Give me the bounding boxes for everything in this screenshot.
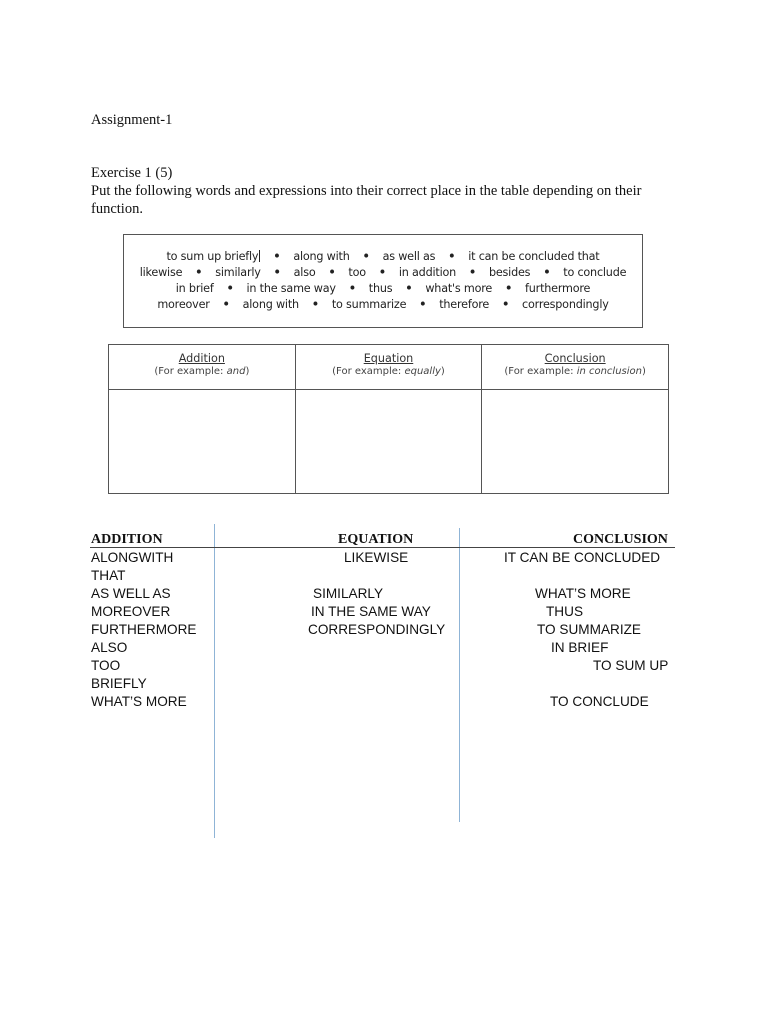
answer-addition-item: THAT xyxy=(91,568,126,583)
word-item: thus xyxy=(368,282,393,295)
word-item: in addition xyxy=(398,266,457,279)
answer-conclusion-item: IN BRIEF xyxy=(551,640,609,655)
word-item: also xyxy=(293,266,316,279)
answer-header-equation: EQUATION xyxy=(338,532,414,547)
bullet: • xyxy=(405,282,413,295)
bullet: • xyxy=(378,266,386,279)
bullet: • xyxy=(419,298,427,311)
answer-addition-item: AS WELL AS xyxy=(91,586,171,601)
word-item: as well as xyxy=(382,250,436,263)
word-item: what's more xyxy=(425,282,493,295)
word-item: furthermore xyxy=(525,282,591,295)
bullet: • xyxy=(328,266,336,279)
answer-equation-item: SIMILARLY xyxy=(313,586,384,601)
bullet: • xyxy=(543,266,551,279)
word-item: in brief xyxy=(175,282,214,295)
answer-addition-item: BRIEFLY xyxy=(91,676,147,691)
exercise-title: Exercise 1 (5) xyxy=(91,165,173,181)
word-item: moreover xyxy=(157,298,210,311)
table-cell-conclusion[interactable] xyxy=(482,390,669,494)
answer-conclusion-item: TO SUM UP xyxy=(593,658,669,673)
table-header-conclusion xyxy=(482,345,669,390)
exercise-table xyxy=(108,344,669,494)
answer-conclusion-item: WHAT’S MORE xyxy=(535,586,631,601)
word-bank-line-2 xyxy=(124,266,642,279)
answer-conclusion-item: TO CONCLUDE xyxy=(550,694,649,709)
answer-addition-item: MOREOVER xyxy=(91,604,171,619)
column-name: Conclusion xyxy=(544,352,606,365)
column-name: Addition xyxy=(178,352,225,365)
bullet: • xyxy=(195,266,203,279)
word-bank-line-3 xyxy=(124,282,682,295)
exercise-instruction-line1: Put the following words and expressions into their correct place in the table depending on their xyxy=(91,183,642,199)
answer-header-addition: ADDITION xyxy=(91,532,163,547)
word-item: along with xyxy=(242,298,299,311)
bullet: • xyxy=(311,298,319,311)
word-bank-box xyxy=(123,234,643,328)
column-example: (For example: and) xyxy=(154,366,250,377)
answer-addition-item: ALSO xyxy=(91,640,128,655)
word-item: likewise xyxy=(139,266,183,279)
answer-equation-item: LIKEWISE xyxy=(344,550,409,565)
word-item: correspondingly xyxy=(522,298,609,311)
answer-conclusion-item: IT CAN BE CONCLUDED xyxy=(504,550,661,565)
bullet: • xyxy=(222,298,230,311)
column-example: (For example: equally) xyxy=(332,366,445,377)
answer-conclusion-item: THUS xyxy=(546,604,584,619)
column-divider-right xyxy=(459,528,460,822)
word-bank-line-4 xyxy=(124,298,672,311)
answer-conclusion-item: TO SUMMARIZE xyxy=(537,622,641,637)
word-item: along with xyxy=(293,250,350,263)
bullet: • xyxy=(273,250,281,263)
word-item: in the same way xyxy=(246,282,336,295)
column-name: Equation xyxy=(363,352,414,365)
answer-equation-item: IN THE SAME WAY xyxy=(311,604,431,619)
word-item: therefore xyxy=(439,298,490,311)
column-example: (For example: in conclusion) xyxy=(504,366,646,377)
word-item: to conclude xyxy=(563,266,627,279)
word-item: similarly xyxy=(215,266,261,279)
header-underline xyxy=(90,547,675,548)
answer-addition-item: FURTHERMORE xyxy=(91,622,197,637)
exercise-instruction-line2: function. xyxy=(91,201,143,217)
word-item: it can be concluded that xyxy=(468,250,600,263)
text-cursor xyxy=(259,250,260,262)
word-bank-line-1 xyxy=(124,250,682,263)
answer-equation-item: CORRESPONDINGLY xyxy=(308,622,446,637)
bullet: • xyxy=(469,266,476,279)
word-item: too xyxy=(348,266,366,279)
table-cell-addition[interactable] xyxy=(109,390,296,494)
word-item: to sum up briefly xyxy=(166,250,259,263)
answer-addition-item: TOO xyxy=(91,658,121,673)
bullet: • xyxy=(502,298,510,311)
answer-addition-item: WHAT’S MORE xyxy=(91,694,187,709)
bullet: • xyxy=(226,282,234,295)
assignment-title: Assignment-1 xyxy=(91,112,173,128)
word-item: to summarize xyxy=(331,298,407,311)
table-header-equation xyxy=(295,345,482,390)
bullet: • xyxy=(362,250,370,263)
column-divider-left xyxy=(214,524,215,838)
answer-addition-item: ALONGWITH xyxy=(91,550,174,565)
bullet: • xyxy=(273,266,281,279)
answer-header-conclusion: CONCLUSION xyxy=(573,532,668,547)
bullet: • xyxy=(348,282,356,295)
word-item: besides xyxy=(488,266,531,279)
bullet: • xyxy=(448,250,456,263)
table-cell-equation[interactable] xyxy=(295,390,482,494)
bullet: • xyxy=(505,282,513,295)
table-header-addition xyxy=(109,345,296,390)
